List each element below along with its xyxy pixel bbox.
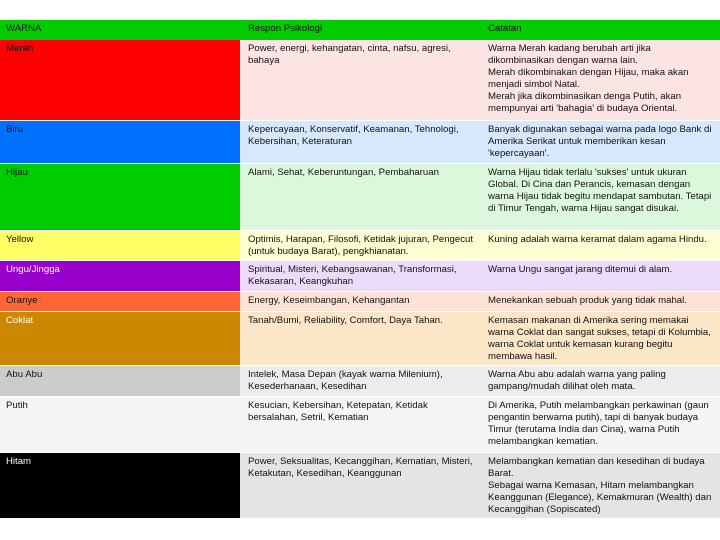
response-cell: Intelek, Masa Depan (kayak warna Milenium), Kesederhanaan, Kesedihan [240,365,480,396]
response-cell: Power, Seksualitas, Kecanggihan, Kematian, Misteri, Ketakutan, Kesedihan, Keanggunan [240,452,480,518]
notes-cell: Kemasan makanan di Amerika sering memakai warna Coklat dan sangat sukses, tetapi di Kolumbia, warna Coklat untuk kemasan kurang begitu membawa hasil. [480,311,720,365]
notes-cell: Warna Abu abu adalah warna yang paling gampang/mudah dilihat oleh mata. [480,365,720,396]
table-row [0,311,720,365]
table-row [0,163,720,230]
color-name-cell: Biru [0,120,240,163]
color-name-cell: Abu Abu [0,365,240,396]
table-row [0,40,720,120]
notes-cell: Banyak digunakan sebagai warna pada logo Bank di Amerika Serikat untuk memberikan kesan 'kepercayaan'. [480,120,720,163]
notes-cell: Warna Ungu sangat jarang ditemui di alam. [480,260,720,291]
table-row [0,396,720,452]
table-row [0,365,720,396]
table-row [0,230,720,260]
notes-cell: Warna Hijau tidak terlalu 'sukses' untuk ukuran Global. Di Cina dan Perancis, kemasan dengan warna Hijau tidak begitu mendapat sambutan. Tetapi di Timur Tengah, warna Hijau sangat disukai. [480,163,720,230]
response-cell: Kesucian, Kebersihan, Ketepatan, Ketidak bersalahan, Setril, Kematian [240,396,480,452]
table-row [0,452,720,518]
color-name-cell: Coklat [0,311,240,365]
notes-cell: Warna Merah kadang berubah arti jika dikombinasikan dengan warna lain. Merah dikombinakan dengan Hijau, maka akan menjadi simbol Natal. Merah jika dikombinasikan denga Putih, akan mempunyai arti 'bahagia' di budaya Oriental. [480,40,720,120]
notes-cell: Menekankan sebuah produk yang tidak mahal. [480,291,720,311]
response-cell: Optimis, Harapan, Filosofi, Ketidak jujuran, Pengecut (untuk budaya Barat), pengkhianatan. [240,230,480,260]
response-cell: Spiritual, Misteri, Kebangsawanan, Transformasi, Kekasaran, Keangkuhan [240,260,480,291]
header-catatan: Catatan [480,20,720,40]
table-row [0,260,720,291]
response-cell: Alami, Sehat, Keberuntungan, Pembaharuan [240,163,480,230]
color-name-cell: Hitam [0,452,240,518]
table-header-row [0,20,720,40]
response-cell: Power, energi, kehangatan, cinta, nafsu, agresi, bahaya [240,40,480,120]
color-psychology-table [0,20,720,519]
table-row [0,120,720,163]
color-name-cell: Putih [0,396,240,452]
color-name-cell: Hijau [0,163,240,230]
table-row [0,291,720,311]
color-name-cell: Ungu/Jingga [0,260,240,291]
response-cell: Tanah/Bumi, Reliability, Comfort, Daya Tahan. [240,311,480,365]
color-name-cell: Yellow [0,230,240,260]
response-cell: Kepercayaan, Konservatif, Keamanan, Tehnologi, Kebersihan, Keteraturan [240,120,480,163]
notes-cell: Kuning adalah warna keramat dalam agama Hindu. [480,230,720,260]
header-warna: WARNA [0,20,240,40]
header-respon-psikologi: Respon Psikologi [240,20,480,40]
notes-cell: Di Amerika, Putih melambangkan perkawinan (gaun pengantin berwarna putih), tapi di banyak budaya Timur (terutama India dan Cina), warna Putih melambangkan kematian. [480,396,720,452]
response-cell: Energy, Keseimbangan, Kehangantan [240,291,480,311]
color-name-cell: Merah [0,40,240,120]
notes-cell: Melambangkan kematian dan kesedihan di budaya Barat. Sebagai warna Kemasan, Hitam melambangkan Keanggunan (Elegance), Kemakmuran (Wealth) dan Kecanggihan (Sopiscated) [480,452,720,518]
color-name-cell: Oranye [0,291,240,311]
